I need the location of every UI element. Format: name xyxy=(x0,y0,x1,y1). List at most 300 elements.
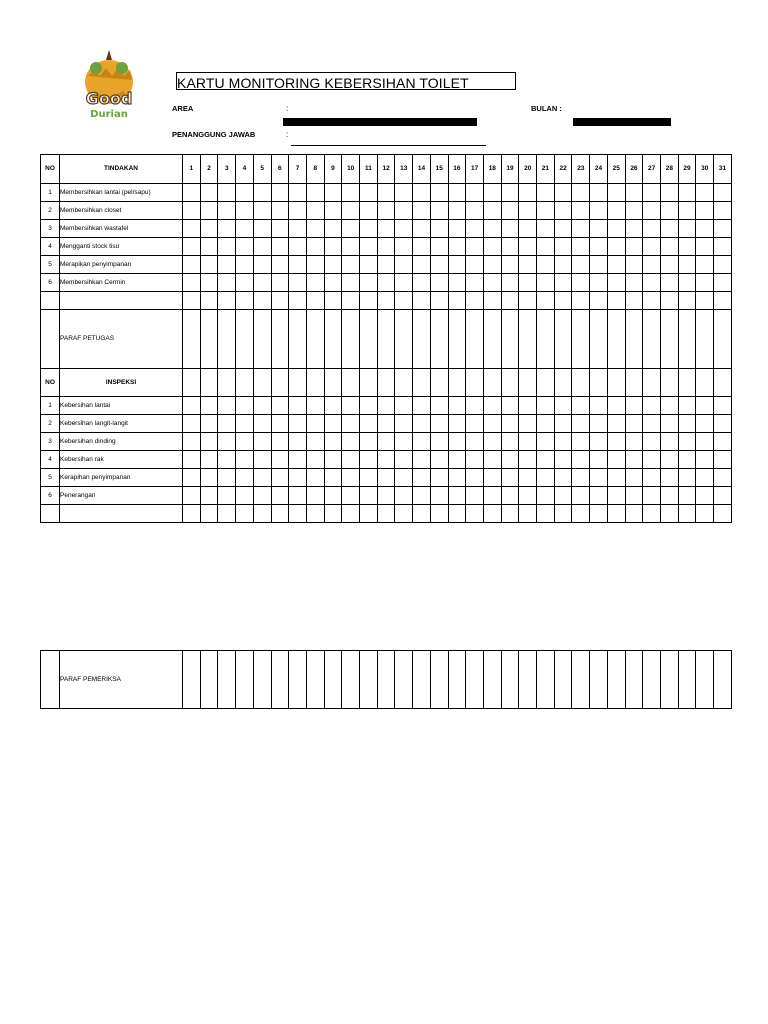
day-header-26: 26 xyxy=(625,155,643,184)
inspeksi-header-day-17 xyxy=(466,369,484,397)
empty-row-2-day-15 xyxy=(430,505,448,523)
day-header-8: 8 xyxy=(306,155,324,184)
inspeksi-row-2-day-11 xyxy=(360,415,378,433)
inspeksi-row xyxy=(41,433,732,451)
paraf-petugas-row xyxy=(41,310,732,369)
tindakan-row-6-day-26 xyxy=(625,274,643,292)
tindakan-row-6-day-29 xyxy=(678,274,696,292)
empty-row-1-day-23 xyxy=(572,292,590,310)
empty-row-1-day-18 xyxy=(483,292,501,310)
paraf-petugas-day-8 xyxy=(306,310,324,369)
inspeksi-row-1-day-14 xyxy=(413,397,431,415)
tindakan-row-1-day-23 xyxy=(572,184,590,202)
inspeksi-row-1-day-4 xyxy=(236,397,254,415)
tindakan-row-3-day-10 xyxy=(342,220,360,238)
day-header-20: 20 xyxy=(519,155,537,184)
inspeksi-row-4-day-23 xyxy=(572,451,590,469)
inspeksi-header-day-26 xyxy=(625,369,643,397)
tindakan-row-1-day-4 xyxy=(236,184,254,202)
inspeksi-header-day-20 xyxy=(519,369,537,397)
inspeksi-row-3-day-6 xyxy=(271,433,289,451)
inspeksi-row-6-day-21 xyxy=(537,487,555,505)
inspeksi-row xyxy=(41,469,732,487)
paraf-pemeriksa-day-28 xyxy=(660,651,678,709)
tindakan-row-5-day-9 xyxy=(324,256,342,274)
inspeksi-header-day-18 xyxy=(483,369,501,397)
inspeksi-row-6-day-12 xyxy=(377,487,395,505)
inspeksi-header-day-22 xyxy=(554,369,572,397)
inspeksi-row-2-day-1 xyxy=(183,415,201,433)
inspeksi-row-4-day-19 xyxy=(501,451,519,469)
paraf-petugas-day-17 xyxy=(466,310,484,369)
empty-row-1-day-4 xyxy=(236,292,254,310)
inspeksi-row-3-day-19 xyxy=(501,433,519,451)
paraf-petugas-day-23 xyxy=(572,310,590,369)
tindakan-row-5-day-20 xyxy=(519,256,537,274)
empty-row-2-day-26 xyxy=(625,505,643,523)
empty-row-2-day-8 xyxy=(306,505,324,523)
tindakan-item: Membersihkan closet xyxy=(60,202,183,220)
empty-row-1-day-21 xyxy=(537,292,555,310)
tindakan-row-3-day-27 xyxy=(643,220,661,238)
empty-row xyxy=(41,505,732,523)
row-number: 5 xyxy=(41,256,60,274)
inspeksi-row-4-day-30 xyxy=(696,451,714,469)
empty-row-1-day-27 xyxy=(643,292,661,310)
row-number: 2 xyxy=(41,202,60,220)
paraf-petugas-day-4 xyxy=(236,310,254,369)
inspeksi-row-6-day-9 xyxy=(324,487,342,505)
tindakan-row-2-day-20 xyxy=(519,202,537,220)
paraf-petugas-day-20 xyxy=(519,310,537,369)
paraf-pemeriksa-day-8 xyxy=(306,651,324,709)
paraf-petugas-day-1 xyxy=(183,310,201,369)
tindakan-row-5-day-6 xyxy=(271,256,289,274)
inspeksi-row-6-day-1 xyxy=(183,487,201,505)
inspeksi-header-day-7 xyxy=(289,369,307,397)
day-header-3: 3 xyxy=(218,155,236,184)
tindakan-row-2-day-31 xyxy=(714,202,732,220)
tindakan-row-1-day-21 xyxy=(537,184,555,202)
inspeksi-row-3-day-10 xyxy=(342,433,360,451)
tindakan-row-1-day-24 xyxy=(590,184,608,202)
inspeksi-header-day-3 xyxy=(218,369,236,397)
inspeksi-row-2-day-3 xyxy=(218,415,236,433)
tindakan-item: Membersihkan Cermin xyxy=(60,274,183,292)
tindakan-row-4-day-15 xyxy=(430,238,448,256)
tindakan-row-5-day-2 xyxy=(200,256,218,274)
tindakan-row-3-day-23 xyxy=(572,220,590,238)
tindakan-row-1-day-1 xyxy=(183,184,201,202)
tindakan-row-2-day-4 xyxy=(236,202,254,220)
tindakan-row-6-day-28 xyxy=(660,274,678,292)
inspeksi-row-1-day-25 xyxy=(607,397,625,415)
monitoring-table xyxy=(40,154,732,523)
tindakan-row-2-day-21 xyxy=(537,202,555,220)
tindakan-row-4-day-29 xyxy=(678,238,696,256)
tindakan-row-2-day-9 xyxy=(324,202,342,220)
paraf-pemeriksa-day-17 xyxy=(466,651,484,709)
inspeksi-row-3-day-20 xyxy=(519,433,537,451)
tindakan-row-2-day-5 xyxy=(253,202,271,220)
inspeksi-row-4-day-20 xyxy=(519,451,537,469)
inspeksi-row-3-day-12 xyxy=(377,433,395,451)
inspeksi-row-4-day-1 xyxy=(183,451,201,469)
inspeksi-header-day-10 xyxy=(342,369,360,397)
tindakan-row-2-day-29 xyxy=(678,202,696,220)
paraf-pemeriksa-day-9 xyxy=(324,651,342,709)
tindakan-row-3-day-4 xyxy=(236,220,254,238)
inspeksi-row-2-day-29 xyxy=(678,415,696,433)
inspeksi-header-day-31 xyxy=(714,369,732,397)
tindakan-row-3-day-9 xyxy=(324,220,342,238)
inspeksi-row-2-day-19 xyxy=(501,415,519,433)
inspeksi-row-2-day-20 xyxy=(519,415,537,433)
paraf-pemeriksa-day-18 xyxy=(483,651,501,709)
empty-row-1-day-3 xyxy=(218,292,236,310)
inspeksi-row-4-day-5 xyxy=(253,451,271,469)
tindakan-row-2-day-3 xyxy=(218,202,236,220)
inspeksi-row-6-day-6 xyxy=(271,487,289,505)
inspeksi-row xyxy=(41,415,732,433)
empty-row-2-day-27 xyxy=(643,505,661,523)
tindakan-row-4-day-1 xyxy=(183,238,201,256)
day-header-12: 12 xyxy=(377,155,395,184)
tindakan-row-3-day-14 xyxy=(413,220,431,238)
paraf-petugas-day-13 xyxy=(395,310,413,369)
tindakan-row-4-day-13 xyxy=(395,238,413,256)
inspeksi-row-3-day-8 xyxy=(306,433,324,451)
tindakan-row-4-day-5 xyxy=(253,238,271,256)
tindakan-row-3-day-13 xyxy=(395,220,413,238)
tindakan-row-4-day-11 xyxy=(360,238,378,256)
tindakan-row-3-day-24 xyxy=(590,220,608,238)
empty-row-1-day-11 xyxy=(360,292,378,310)
tindakan-row-1-day-10 xyxy=(342,184,360,202)
tindakan-row-1-day-7 xyxy=(289,184,307,202)
tindakan-row-1-day-6 xyxy=(271,184,289,202)
paraf-pemeriksa-day-21 xyxy=(537,651,555,709)
tindakan-row-4-day-19 xyxy=(501,238,519,256)
inspeksi-row-1-day-6 xyxy=(271,397,289,415)
inspeksi-header-day-30 xyxy=(696,369,714,397)
inspeksi-row-3-day-23 xyxy=(572,433,590,451)
inspeksi-row-5-day-24 xyxy=(590,469,608,487)
inspeksi-row-4-day-7 xyxy=(289,451,307,469)
tindakan-row-4-day-7 xyxy=(289,238,307,256)
tindakan-row-3-day-2 xyxy=(200,220,218,238)
tindakan-row-6-day-15 xyxy=(430,274,448,292)
empty-row-2-day-17 xyxy=(466,505,484,523)
tindakan-row-3-day-17 xyxy=(466,220,484,238)
paraf-pemeriksa-day-6 xyxy=(271,651,289,709)
empty-row-1-day-13 xyxy=(395,292,413,310)
paraf-pemeriksa-table xyxy=(40,650,732,709)
paraf-pemeriksa-day-1 xyxy=(183,651,201,709)
day-header-22: 22 xyxy=(554,155,572,184)
tindakan-row-3-day-25 xyxy=(607,220,625,238)
inspeksi-row-2-day-22 xyxy=(554,415,572,433)
inspeksi-row-3-day-25 xyxy=(607,433,625,451)
logo-line1: Good xyxy=(85,89,133,108)
tindakan-item: Mengganti stock tisu xyxy=(60,238,183,256)
inspeksi-row-3-day-29 xyxy=(678,433,696,451)
tindakan-row-1-day-2 xyxy=(200,184,218,202)
tindakan-row-3-day-7 xyxy=(289,220,307,238)
inspeksi-row-4-day-29 xyxy=(678,451,696,469)
tindakan-row-5-day-19 xyxy=(501,256,519,274)
inspeksi-row-2-day-26 xyxy=(625,415,643,433)
paraf-pemeriksa-day-25 xyxy=(607,651,625,709)
good-durian-logo xyxy=(74,48,144,128)
tindakan-row-6-day-20 xyxy=(519,274,537,292)
day-header-30: 30 xyxy=(696,155,714,184)
tindakan-row-6-day-19 xyxy=(501,274,519,292)
inspeksi-row-5-day-25 xyxy=(607,469,625,487)
empty-row-1-day-6 xyxy=(271,292,289,310)
tindakan-row-4-day-31 xyxy=(714,238,732,256)
row-number: 4 xyxy=(41,451,60,469)
inspeksi-header-day-6 xyxy=(271,369,289,397)
paraf-pemeriksa-row xyxy=(41,651,732,709)
inspeksi-row-3-day-2 xyxy=(200,433,218,451)
day-header-28: 28 xyxy=(660,155,678,184)
empty-row-2-day-3 xyxy=(218,505,236,523)
paraf-petugas-day-14 xyxy=(413,310,431,369)
bulan-label: BULAN : xyxy=(531,104,562,113)
inspeksi-row-5-day-14 xyxy=(413,469,431,487)
paraf-pemeriksa-day-26 xyxy=(625,651,643,709)
tindakan-row-1-day-12 xyxy=(377,184,395,202)
inspeksi-row-3-day-21 xyxy=(537,433,555,451)
inspeksi-row-2-day-6 xyxy=(271,415,289,433)
inspeksi-row-3-day-27 xyxy=(643,433,661,451)
tindakan-row-4-day-30 xyxy=(696,238,714,256)
tindakan-row-5-day-21 xyxy=(537,256,555,274)
inspeksi-row-4-day-24 xyxy=(590,451,608,469)
tindakan-row-2-day-25 xyxy=(607,202,625,220)
empty-row-2-day-6 xyxy=(271,505,289,523)
day-header-13: 13 xyxy=(395,155,413,184)
row-number: 6 xyxy=(41,274,60,292)
tindakan-row-5-day-26 xyxy=(625,256,643,274)
durian-logo-icon xyxy=(74,48,144,128)
paraf-pemeriksa-day-31 xyxy=(714,651,732,709)
inspeksi-row-4-day-8 xyxy=(306,451,324,469)
tindakan-row-3-day-11 xyxy=(360,220,378,238)
area-colon: : xyxy=(286,104,289,113)
empty-row-1-day-22 xyxy=(554,292,572,310)
tindakan-row-4-day-14 xyxy=(413,238,431,256)
inspeksi-row-4-day-15 xyxy=(430,451,448,469)
tindakan-row-4-day-10 xyxy=(342,238,360,256)
inspeksi-row-1-day-9 xyxy=(324,397,342,415)
tindakan-row-2-day-28 xyxy=(660,202,678,220)
paraf-petugas-day-2 xyxy=(200,310,218,369)
inspeksi-row-1-day-16 xyxy=(448,397,466,415)
inspeksi-row-6-day-18 xyxy=(483,487,501,505)
inspeksi-row-2-day-5 xyxy=(253,415,271,433)
tindakan-row-5-day-31 xyxy=(714,256,732,274)
inspeksi-row-3-day-9 xyxy=(324,433,342,451)
inspeksi-row-4-day-12 xyxy=(377,451,395,469)
inspeksi-row-4-day-27 xyxy=(643,451,661,469)
tindakan-row-5-day-10 xyxy=(342,256,360,274)
tindakan-row-3-day-22 xyxy=(554,220,572,238)
tindakan-row-3-day-8 xyxy=(306,220,324,238)
paraf-pemeriksa-day-10 xyxy=(342,651,360,709)
inspeksi-row-2-day-31 xyxy=(714,415,732,433)
day-header-1: 1 xyxy=(183,155,201,184)
tindakan-row-1-day-18 xyxy=(483,184,501,202)
paraf-petugas-day-10 xyxy=(342,310,360,369)
inspeksi-row xyxy=(41,451,732,469)
tindakan-row-6-day-22 xyxy=(554,274,572,292)
empty-row-2-day-24 xyxy=(590,505,608,523)
tindakan-row-5-day-30 xyxy=(696,256,714,274)
tindakan-row-2-day-26 xyxy=(625,202,643,220)
inspeksi-row-3-day-4 xyxy=(236,433,254,451)
paraf-pemeriksa-day-15 xyxy=(430,651,448,709)
inspeksi-row-2-day-24 xyxy=(590,415,608,433)
inspeksi-row-5-day-23 xyxy=(572,469,590,487)
inspeksi-row-4-day-21 xyxy=(537,451,555,469)
tindakan-row-4-day-23 xyxy=(572,238,590,256)
inspeksi-header-day-28 xyxy=(660,369,678,397)
inspeksi-row-6-day-2 xyxy=(200,487,218,505)
tindakan-row-1-day-31 xyxy=(714,184,732,202)
tindakan-row-2-day-24 xyxy=(590,202,608,220)
tindakan-row-6-day-6 xyxy=(271,274,289,292)
inspeksi-row-1-day-15 xyxy=(430,397,448,415)
tindakan-row-1-day-29 xyxy=(678,184,696,202)
area-label: AREA xyxy=(172,104,194,113)
inspeksi-header-day-19 xyxy=(501,369,519,397)
inspeksi-row-3-day-13 xyxy=(395,433,413,451)
day-header-21: 21 xyxy=(537,155,555,184)
inspeksi-header-day-27 xyxy=(643,369,661,397)
day-header-29: 29 xyxy=(678,155,696,184)
inspeksi-row-3-day-14 xyxy=(413,433,431,451)
inspeksi-row-3-day-7 xyxy=(289,433,307,451)
row-number: 3 xyxy=(41,220,60,238)
tindakan-row-1-day-8 xyxy=(306,184,324,202)
inspeksi-row-1-day-7 xyxy=(289,397,307,415)
tindakan-row-6-day-30 xyxy=(696,274,714,292)
inspeksi-row-5-day-20 xyxy=(519,469,537,487)
inspeksi-row-3-day-17 xyxy=(466,433,484,451)
tindakan-row-5-day-28 xyxy=(660,256,678,274)
empty-row-1-day-31 xyxy=(714,292,732,310)
paraf-pemeriksa-day-30 xyxy=(696,651,714,709)
tindakan-row-2-day-23 xyxy=(572,202,590,220)
tindakan-row-5-day-24 xyxy=(590,256,608,274)
paraf-petugas-day-16 xyxy=(448,310,466,369)
tindakan-row-3-day-26 xyxy=(625,220,643,238)
inspeksi-header-day-13 xyxy=(395,369,413,397)
tindakan-row-4-day-12 xyxy=(377,238,395,256)
empty-row-1-day-16 xyxy=(448,292,466,310)
inspeksi-row-2-day-10 xyxy=(342,415,360,433)
tindakan-row-4-day-25 xyxy=(607,238,625,256)
inspeksi-header-day-23 xyxy=(572,369,590,397)
inspeksi-row-1-day-3 xyxy=(218,397,236,415)
inspeksi-row-6-day-29 xyxy=(678,487,696,505)
tindakan-row-6-day-3 xyxy=(218,274,236,292)
paraf-pemeriksa-day-19 xyxy=(501,651,519,709)
tindakan-row-1-day-5 xyxy=(253,184,271,202)
inspeksi-row-1-day-27 xyxy=(643,397,661,415)
paraf-petugas-day-24 xyxy=(590,310,608,369)
inspeksi-row-4-day-18 xyxy=(483,451,501,469)
inspeksi-row-4-day-25 xyxy=(607,451,625,469)
tindakan-row-2-day-7 xyxy=(289,202,307,220)
tindakan-row-3-day-31 xyxy=(714,220,732,238)
penanggung-jawab-line xyxy=(291,145,486,146)
empty-row-1-day-10 xyxy=(342,292,360,310)
inspeksi-header-day-21 xyxy=(537,369,555,397)
inspeksi-row-2-day-13 xyxy=(395,415,413,433)
tindakan-row-4-day-22 xyxy=(554,238,572,256)
inspeksi-header-day-15 xyxy=(430,369,448,397)
tindakan-row xyxy=(41,274,732,292)
inspeksi-row-1-day-11 xyxy=(360,397,378,415)
inspeksi-row xyxy=(41,397,732,415)
inspeksi-row-3-day-3 xyxy=(218,433,236,451)
inspeksi-header-day-11 xyxy=(360,369,378,397)
row-number: 6 xyxy=(41,487,60,505)
tindakan-row-1-day-9 xyxy=(324,184,342,202)
inspeksi-row-2-day-17 xyxy=(466,415,484,433)
inspeksi-row-1-day-29 xyxy=(678,397,696,415)
paraf-petugas-day-29 xyxy=(678,310,696,369)
inspeksi-row-4-day-31 xyxy=(714,451,732,469)
inspeksi-row-2-day-18 xyxy=(483,415,501,433)
tindakan-row-6-day-11 xyxy=(360,274,378,292)
inspeksi-row-5-day-29 xyxy=(678,469,696,487)
tindakan-row-4-day-26 xyxy=(625,238,643,256)
empty-row-2-day-16 xyxy=(448,505,466,523)
tindakan-row-6-day-12 xyxy=(377,274,395,292)
inspeksi-row-1-day-12 xyxy=(377,397,395,415)
empty-row-2-day-29 xyxy=(678,505,696,523)
empty-row-1-day-5 xyxy=(253,292,271,310)
tindakan-row-2-day-16 xyxy=(448,202,466,220)
tindakan-row-4-day-4 xyxy=(236,238,254,256)
inspeksi-row-3-day-22 xyxy=(554,433,572,451)
tindakan-row-4-day-24 xyxy=(590,238,608,256)
day-header-2: 2 xyxy=(200,155,218,184)
inspeksi-row-5-day-7 xyxy=(289,469,307,487)
inspeksi-row-6-day-27 xyxy=(643,487,661,505)
inspeksi-row-3-day-30 xyxy=(696,433,714,451)
empty-row-1-day-9 xyxy=(324,292,342,310)
inspeksi-row-5-day-18 xyxy=(483,469,501,487)
title-box xyxy=(176,72,516,90)
inspeksi-row-2-day-21 xyxy=(537,415,555,433)
paraf-pemeriksa-day-5 xyxy=(253,651,271,709)
tindakan-row-4-day-18 xyxy=(483,238,501,256)
inspeksi-row-3-day-28 xyxy=(660,433,678,451)
tindakan-row-5-day-16 xyxy=(448,256,466,274)
inspeksi-row-5-day-19 xyxy=(501,469,519,487)
tindakan-row-4-day-6 xyxy=(271,238,289,256)
paraf-petugas-day-21 xyxy=(537,310,555,369)
inspeksi-row-3-day-15 xyxy=(430,433,448,451)
tindakan-item: Merapikan penyimpanan xyxy=(60,256,183,274)
tindakan-row-6-day-8 xyxy=(306,274,324,292)
tindakan-row-6-day-13 xyxy=(395,274,413,292)
